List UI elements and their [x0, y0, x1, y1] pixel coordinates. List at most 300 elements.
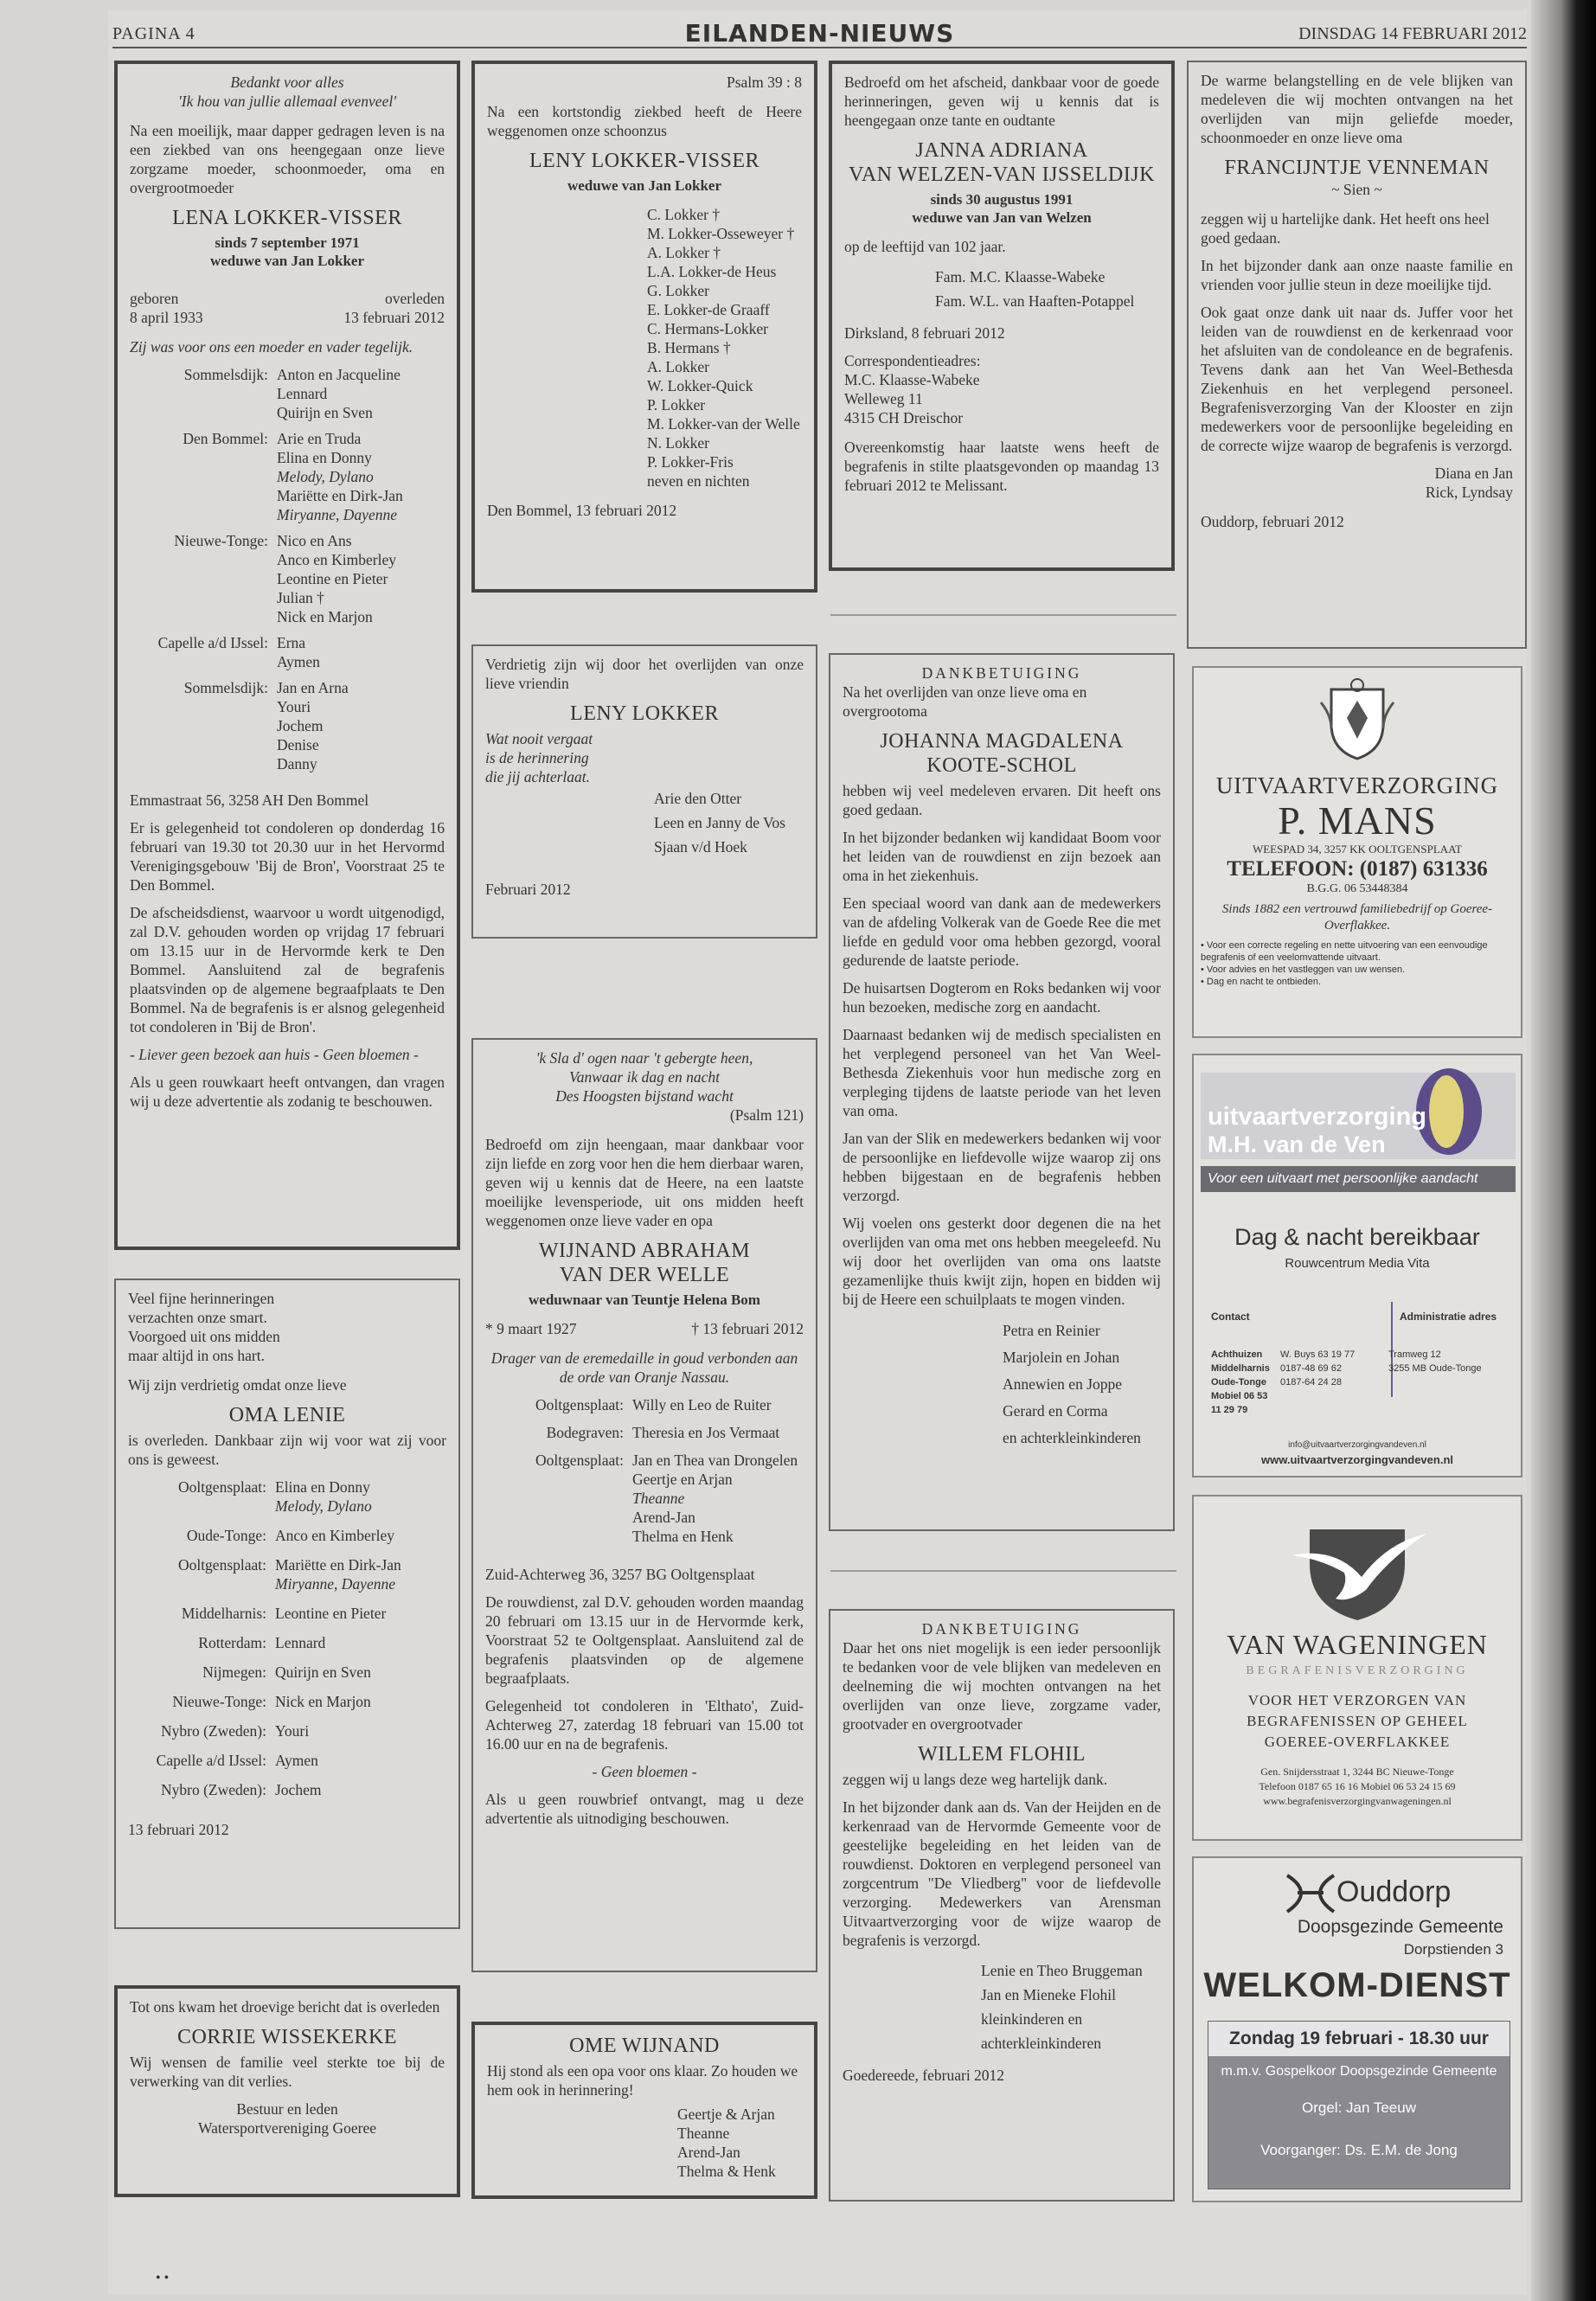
contact-cell: Oude-Tonge	[1211, 1377, 1266, 1388]
contact-row	[1211, 1348, 1514, 1362]
contact-cell: 0187-64 24 28	[1280, 1377, 1342, 1388]
family-place: Ooltgensplaat:	[177, 1478, 266, 1496]
signature: Fam. M.C. Klaasse-Wabeke	[935, 268, 1106, 285]
text-line: N. Lokker	[647, 434, 709, 452]
paragraph: Wij voelen ons gesterkt door degenen die na het overlijden van oma met ons hebben meegeleefd. Nu wij door het overlijden van oma ons laatste gezamenlijke thuis kwijt zijn, hopen en bidden wij bij de Heere een schuilplaats te mogen vinden.	[843, 1215, 1161, 1308]
service-organ: Orgel: Jan Teeuw	[1302, 2099, 1416, 2116]
ad-heading: WELKOM-DIENST	[1203, 1966, 1511, 2004]
ad-subtitle: Doopsgezinde Gemeente	[1297, 1917, 1503, 1937]
family-place: Oude-Tonge:	[186, 1527, 266, 1544]
family-member: Mariëtte en Dirk-Jan	[277, 487, 403, 504]
text-line: achterkleinkinderen	[981, 2035, 1101, 2052]
family-member: Jochem	[277, 717, 324, 734]
family-place: Nieuwe-Tonge:	[174, 532, 268, 549]
ad-name: M.H. van de Ven	[1208, 1131, 1386, 1157]
text-line: Thelma & Henk	[677, 2163, 776, 2180]
contact-label: Contact	[1211, 1311, 1250, 1323]
signatures	[487, 2105, 802, 2181]
ad-mobile: B.G.G. 06 53448384	[1306, 882, 1408, 895]
text-line: Arend-Jan	[677, 2144, 740, 2161]
deceased-name: OME WIJNAND	[569, 2035, 720, 2057]
family-names	[275, 1555, 446, 1593]
text-line: Lenie en Theo Bruggeman	[981, 1962, 1143, 1979]
deceased-name: OMA LENIE	[228, 1404, 346, 1426]
ad-title: VAN WAGENINGEN	[1227, 1629, 1488, 1660]
ad-subheading: Rouwcentrum Media Vita	[1285, 1256, 1430, 1271]
ad-phone: Telefoon 0187 65 16 16 Mobiel 06 53 24 15 69	[1259, 1780, 1456, 1792]
place-date: Dirksland, 8 februari 2012	[844, 324, 1005, 342]
paragraph: zeggen wij u hartelijke dank. Het heeft ons heel goed gedaan.	[1201, 210, 1490, 247]
text-line: Jan en Mieneke Flohil	[981, 1986, 1117, 2003]
family-place: Sommelsdijk:	[183, 366, 268, 383]
obituary-leny-lokker-visser	[471, 61, 817, 593]
family-place: Middelharnis:	[181, 1605, 266, 1622]
family-group	[128, 1633, 446, 1652]
family-names	[275, 1721, 446, 1740]
ad-title: UITVAARTVERZORGING	[1215, 772, 1499, 798]
page-header	[112, 19, 1527, 48]
family-member: Theresia en Jos Vermaat	[632, 1424, 780, 1441]
paragraph: Een speciaal woord van dank aan de medewerkers van de afdeling Volkerak van de Goede Ree die met liefde en geduld voor oma hebben gezorgd, vooral gedurende de laatste periode.	[843, 894, 1161, 969]
text-line: en achterkleinkinderen	[1003, 1429, 1141, 1446]
family-names	[632, 1395, 804, 1414]
family-member: Miryanne, Dayenne	[275, 1575, 395, 1593]
deceased-name: LENA LOKKER-VISSER	[172, 207, 402, 229]
condolence-info: Gelegenheid tot condoleren in 'Elthato', Zuid-Achterweg 27, zaterdag 18 februari van 15.00 tot 16.00 uur en na de begrafenis.	[485, 1697, 804, 1753]
text-line: Correspondentieadres:	[844, 352, 981, 369]
text-line: G. Lokker	[647, 282, 709, 299]
contact-cell	[1388, 1389, 1514, 1417]
family-member: Anton en Jacqueline	[277, 366, 401, 383]
family-member: Quirijn en Sven	[275, 1663, 371, 1681]
family-member: Lennard	[275, 1634, 326, 1651]
contact-cell: W. Buys 63 19 77	[1280, 1349, 1356, 1360]
service-minister: Voorganger: Ds. E.M. de Jong	[1260, 2142, 1458, 2158]
quote: Zij was voor ons een moeder en vader tegelijk.	[130, 338, 413, 356]
text-line: M. Lokker-van der Welle	[647, 415, 800, 433]
page-binding-edge	[1531, 0, 1596, 2301]
closing-note: Als u geen rouwkaart heeft ontvangen, dan vragen wij u deze advertentie als zodanig te beschouwen.	[130, 1074, 445, 1110]
text-line: P. Lokker-Fris	[647, 453, 734, 471]
family-list	[130, 365, 445, 773]
text-line: is de herinnering	[485, 749, 589, 766]
announcement-text: Daar het ons niet mogelijk is een ieder persoonlijk te bedanken voor de vele blijken van medeleven en deelneming die wij mochten ontvangen na het overlijden van onze lieve, zorgzame vader, grootvader en overgrootvader	[843, 1639, 1161, 1733]
family-group	[485, 1395, 804, 1414]
intro-line: Wij zijn verdrietig omdat onze lieve	[128, 1376, 347, 1394]
text-line: Arie den Otter	[654, 790, 742, 807]
family-group	[128, 1751, 446, 1770]
text-line: 4315 CH Dreischor	[844, 409, 964, 426]
deceased-name: VAN DER WELLE	[559, 1264, 730, 1286]
family-group	[128, 1692, 446, 1711]
family-group	[128, 1721, 446, 1740]
family-names	[277, 633, 445, 671]
text-line: E. Lokker-de Graaff	[647, 301, 770, 318]
family-member: Leontine en Pieter	[275, 1605, 387, 1622]
issue-date: DINSDAG 14 FEBRUARI 2012	[1298, 24, 1527, 43]
family-member: Mariëtte en Dirk-Jan	[275, 1556, 401, 1574]
family-place: Bodegraven:	[546, 1424, 624, 1441]
family-list	[487, 205, 802, 490]
family-member: Willy en Leo de Ruiter	[632, 1396, 772, 1413]
ad-uitvaart-van-de-ven	[1192, 1054, 1522, 1477]
obituary-oma-lenie	[114, 1279, 460, 1929]
thanks-willem-flohil	[829, 1609, 1175, 2202]
text-line: Annewien en Joppe	[1003, 1375, 1123, 1393]
text-line: Veel fijne herinneringen	[128, 1290, 275, 1307]
signature: Watersportvereniging Goeree	[197, 2119, 377, 2137]
paragraph: zeggen wij u langs deze weg hartelijk dank.	[843, 1771, 1108, 1788]
deceased-name: VAN WELZEN-VAN IJSSELDIJK	[849, 163, 1155, 186]
place-date: Den Bommel, 13 februari 2012	[487, 502, 677, 519]
text-line: M.C. Klaasse-Wabeke	[844, 371, 980, 388]
family-place: Ooltgensplaat:	[535, 1396, 624, 1413]
text-line: neven en nichten	[647, 472, 750, 490]
psalm-quote	[485, 1048, 804, 1106]
service-date: Zondag 19 februari - 18.30 uur	[1208, 2022, 1509, 2056]
signature: Bestuur en leden	[236, 2100, 338, 2118]
paragraph: Daarnaast bedanken wij de medisch specialisten en het verplegend personeel van het Van Weel-Bethesda Ziekenhuis voor hun medische zorg en verpleging tijdens de laatste periode van het leven van oma.	[843, 1026, 1161, 1119]
paragraph: In het bijzonder dank aan ds. Van der Heijden en de kerkenraad van de Hervormde Gemeente voor de geestelijke begeleiding en het leiden van de rouwdienst. Doktoren en verplegend personeel van zorgcentrum "De Vliedberg" voor de liefdevolle verzorging. Medewerkers van Arensman Uitvaartverzorging voor de wijze waarop de begrafenis is verzorgd.	[843, 1798, 1161, 1949]
announcement-text: Verdrietig zijn wij door het overlijden van onze lieve vriendin	[485, 656, 804, 692]
address: Zuid-Achterweg 36, 3257 BG Ooltgensplaat	[485, 1566, 755, 1583]
paragraph: In het bijzonder dank aan onze naaste familie en vrienden voor jullie steun in deze moeilijke tijd.	[1201, 257, 1513, 293]
family-names	[275, 1477, 446, 1516]
divider	[830, 1570, 1176, 1572]
contact-cell: Middelharnis	[1211, 1363, 1270, 1374]
quote	[485, 729, 804, 786]
footer-dots: • •	[156, 2271, 170, 2285]
text-line: C. Lokker †	[647, 206, 721, 223]
contact-cell: 0187-48 69 62	[1280, 1363, 1342, 1374]
family-names	[277, 365, 445, 422]
text-line: Des Hoogsten bijstand wacht	[555, 1087, 734, 1105]
family-place: Nijmegen:	[202, 1663, 266, 1681]
deceased-name: LENY LOKKER	[570, 702, 719, 725]
family-group	[130, 531, 445, 626]
text-line: VOOR HET VERZORGEN VAN	[1247, 1692, 1467, 1708]
family-member: Aymen	[275, 1752, 318, 1769]
died-date: 13 februari 2012	[343, 309, 445, 326]
family-names	[275, 1692, 446, 1711]
family-names	[277, 678, 445, 773]
family-names	[632, 1423, 804, 1442]
intro-quote: 'Ik hou van jullie allemaal evenveel'	[178, 93, 396, 110]
text-line: • Voor een correcte regeling en nette uitvoering van een eenvoudige begrafenis of een veelomvattende uitvaart.	[1201, 940, 1488, 963]
nickname: ~ Sien ~	[1331, 181, 1382, 198]
text-line: Gerard en Corma	[1003, 1402, 1108, 1420]
text-line: B. Hermans †	[647, 339, 731, 356]
paragraph: In het bijzonder bedanken wij kandidaat Boom voor het leiden van de rouwdienst en zijn bezoek aan oma in het ziekenhuis.	[843, 829, 1161, 884]
contact-cell	[1280, 1389, 1388, 1417]
deceased-name: FRANCIJNTJE VENNEMAN	[1224, 157, 1490, 179]
family-member: Jan en Arna	[277, 679, 349, 696]
divider	[830, 614, 1176, 616]
ad-address: WEESPAD 34, 3257 KK OOLTGENSPLAAT	[1252, 843, 1463, 856]
family-group	[128, 1780, 446, 1799]
signatures	[843, 1317, 1161, 1452]
condolence-info: Er is gelegenheid tot condoleren op donderdag 16 februari van 19.30 tot 20.30 uur in het Hervormd Verenigingsgebouw 'Bij de Bron', Voorstraat 25 te Den Bommel.	[130, 819, 445, 894]
died-label: overleden	[385, 290, 445, 307]
family-names	[277, 429, 445, 524]
signatures	[485, 786, 804, 859]
family-place: Nieuwe-Tonge:	[172, 1693, 266, 1710]
text-line: • Voor advies en het vastleggen van uw wensen.	[1201, 965, 1406, 975]
age: op de leeftijd van 102 jaar.	[844, 238, 1006, 255]
signature: Fam. W.L. van Haaften-Potappel	[935, 292, 1135, 310]
family-names	[275, 1526, 446, 1545]
family-group	[128, 1477, 446, 1516]
family-place: Capelle a/d IJssel:	[157, 634, 268, 651]
family-member: Jan en Thea van Drongelen	[632, 1452, 798, 1469]
family-group	[130, 678, 445, 773]
date: 13 februari 2012	[128, 1821, 229, 1838]
announcement-text: Bedroefd om het afscheid, dankbaar voor de goede herinneringen, geven wij u kennis dat is heengegaan onze tante en oudtante	[844, 74, 1159, 129]
widow-of: weduwe van Jan Lokker	[209, 253, 365, 269]
family-member: Quirijn en Sven	[277, 404, 373, 421]
paragraph: Jan van der Slik en medewerkers bedanken wij voor de persoonlijke en liefdevolle wijze waarop zij ons hebben bijgestaan en de begrafenis hebben verzorgd.	[843, 1130, 1161, 1204]
text-line: verzachten onze smart.	[128, 1309, 267, 1326]
masthead: EILANDEN-NIEUWS	[684, 19, 955, 48]
family-names	[275, 1663, 446, 1682]
ad-address: Dorpstienden 3	[1403, 1941, 1503, 1958]
text-line: P. Lokker	[647, 396, 706, 413]
family-member: Leontine en Pieter	[277, 570, 388, 587]
family-member: Melody, Dylano	[275, 1497, 372, 1515]
family-list	[485, 1395, 804, 1546]
ad-phone: TELEFOON: (0187) 631336	[1227, 857, 1488, 881]
psalm-reference: (Psalm 121)	[729, 1106, 804, 1124]
coat-of-arms-icon	[1314, 676, 1401, 763]
signature: Rick, Lyndsay	[1425, 484, 1513, 501]
intro-line: Bedankt voor alles	[230, 74, 344, 91]
signatures	[843, 1958, 1161, 2055]
obituary-janna-van-welzen	[829, 61, 1175, 571]
text-line: Vanwaar ik dag en nacht	[568, 1068, 720, 1086]
paragraph: De huisartsen Dogterom en Roks bedanken wij voor hun bezoeken, medische zorg en aandacht.	[843, 979, 1161, 1016]
family-group	[128, 1526, 446, 1545]
family-member: Denise	[277, 736, 319, 753]
text-line: A. Lokker †	[647, 244, 721, 261]
deceased-name: JANNA ADRIANA	[915, 139, 1088, 162]
family-place: Rotterdam:	[198, 1634, 266, 1651]
family-member: Nick en Marjon	[275, 1693, 371, 1710]
widow-of: weduwe van Jan Lokker	[567, 177, 722, 194]
poem	[128, 1289, 446, 1365]
text-line: M. Lokker-Osseweyer †	[647, 225, 795, 242]
ad-website: www.begrafenisverzorgingvanwageningen.nl	[1263, 1795, 1452, 1807]
text-line: Sjaan v/d Hoek	[654, 838, 747, 856]
text-line: Theanne	[677, 2125, 730, 2142]
ouddorp-logo-icon	[1280, 1868, 1341, 1917]
family-member: Geertje en Arjan	[632, 1471, 733, 1488]
text-line: • Dag en nacht te ontbieden.	[1201, 977, 1322, 987]
contact-cell: Tramweg 12	[1388, 1349, 1441, 1360]
text-line: W. Lokker-Quick	[647, 377, 753, 394]
deceased-name: CORRIE WISSEKERKE	[176, 2026, 398, 2048]
thanks-koote-schol	[829, 653, 1175, 1531]
contact-rows	[1211, 1348, 1514, 1417]
text-line: A. Lokker	[647, 358, 709, 375]
family-member: Anco en Kimberley	[277, 551, 397, 568]
paragraph: hebben wij veel medeleven ervaren. Dit heeft ons goed gedaan.	[843, 782, 1161, 818]
service-info: De rouwdienst, zal D.V. gehouden worden maandag 20 februari om 13.15 uur in de Hervormde kerk, Voorstraat 52 te Ooltgensplaat. Aansluitend zal de begrafenis plaatsvinden op de algemene begraafplaats.	[485, 1593, 804, 1687]
family-group	[130, 365, 445, 422]
ad-subtitle: BEGRAFENISVERZORGING	[1246, 1664, 1469, 1677]
text-line: Petra en Reinier	[1003, 1322, 1100, 1339]
ad-address: Gen. Snijdersstraat 1, 3244 BC Nieuwe-Tonge	[1260, 1766, 1454, 1778]
contact-row	[1211, 1389, 1514, 1417]
contact-cell: Achthuizen	[1211, 1349, 1263, 1360]
family-group	[485, 1423, 804, 1442]
announcement-text: De warme belangstelling en de vele blijken van medeleven die wij mochten ontvangen na het overlijden van mijn geliefde moeder, schoonmoeder en onze lieve oma	[1201, 72, 1513, 146]
family-member: Elina en Donny	[277, 449, 372, 466]
family-names	[275, 1780, 446, 1799]
text-line: BEGRAFENISSEN OP GEHEEL	[1247, 1713, 1468, 1729]
family-member: Aymen	[277, 653, 320, 670]
ad-title: uitvaartverzorging	[1208, 1103, 1426, 1131]
family-names	[275, 1751, 446, 1770]
obituary-ome-wijnand	[471, 2022, 817, 2199]
ad-uitvaart-p-mans	[1192, 666, 1522, 1038]
family-group	[130, 429, 445, 524]
born-date: 8 april 1933	[130, 309, 203, 326]
contact-row	[1211, 1375, 1514, 1389]
psalm-reference: Psalm 39 : 8	[726, 74, 802, 91]
address: Emmastraat 56, 3258 AH Den Bommel	[130, 792, 369, 809]
service-choir: m.m.v. Gospelkoor Doopsgezinde Gemeente	[1221, 2064, 1497, 2079]
text-line: Geertje & Arjan	[677, 2106, 775, 2123]
text-line: C. Hermans-Lokker	[647, 320, 768, 337]
family-names	[275, 1633, 446, 1652]
ad-slogan: Sinds 1882 een vertrouwd familiebedrijf op Goeree-Overflakkee.	[1221, 902, 1493, 933]
contact-cell: Mobiel 06 53 11 29 79	[1211, 1391, 1268, 1415]
family-member: Nick en Marjon	[277, 608, 373, 625]
date: Februari 2012	[485, 881, 571, 898]
section-title: DANKBETUIGING	[921, 664, 1082, 682]
bird-logo-icon	[1284, 1512, 1431, 1625]
place-date: Ouddorp, februari 2012	[1201, 513, 1344, 530]
family-member: Danny	[277, 755, 317, 772]
text-line: L.A. Lokker-de Heus	[647, 263, 777, 280]
family-group	[130, 633, 445, 671]
announcement-text: is overleden. Dankbaar zijn wij voor wat zij voor ons is geweest.	[128, 1432, 446, 1468]
deceased-name: KOOTE-SCHOL	[926, 754, 1077, 777]
widow-since: sinds 30 augustus 1991	[930, 191, 1074, 208]
announcement-text: Na een kortstondig ziekbed heeft de Heere weggenomen onze schoonzus	[487, 103, 802, 139]
obituary-leny-lokker	[471, 644, 817, 939]
ad-name: P. MANS	[1278, 798, 1437, 843]
deceased-name: JOHANNA MAGDALENA	[880, 730, 1124, 753]
born-label: geboren	[130, 290, 179, 307]
family-member: Miryanne, Dayenne	[277, 506, 397, 523]
signature: Diana en Jan	[1434, 465, 1513, 482]
family-place: Den Bommel:	[183, 430, 268, 447]
text-line: Voorgoed uit ons midden	[128, 1328, 280, 1345]
family-names	[275, 1604, 446, 1623]
announcement-text: Bedroefd om zijn heengaan, maar dankbaar voor zijn liefde en zorg voor hen die hem dierbaar waren, geven wij u kennis dat de Heere, na een laatste moeilijke levensperiode, uit ons midden heeft weggenomen onze lieve vader en opa	[485, 1136, 804, 1229]
service-panel	[1208, 2021, 1510, 2189]
family-names	[277, 531, 445, 626]
text-line: Marjolein en Johan	[1003, 1349, 1120, 1366]
intro-line: Tot ons kwam het droevige bericht dat is overleden	[130, 1998, 440, 2016]
family-list	[128, 1477, 446, 1799]
contact-row	[1211, 1362, 1514, 1375]
family-place: Capelle a/d IJssel:	[156, 1752, 266, 1769]
closing-note: Als u geen rouwbrief ontvangt, mag u deze advertentie als uitnodiging beschouwen.	[485, 1791, 804, 1827]
text-line: maar altijd in ons hart.	[128, 1347, 265, 1364]
family-member: Theanne	[632, 1490, 685, 1507]
ad-bullets	[1201, 939, 1514, 988]
family-names	[632, 1451, 804, 1546]
ad-welkom-dienst	[1192, 1856, 1522, 2202]
family-group	[128, 1604, 446, 1623]
deceased-name: LENY LOKKER-VISSER	[529, 150, 760, 172]
deceased-name: WILLEM FLOHIL	[918, 1743, 1086, 1766]
paragraph: Ook gaat onze dank uit naar ds. Juffer voor het leiden van de rouwdienst en de kerkenraad voor het afsluiten van de condoleance en de begrafenis. Tevens dank aan het Van Weel-Bethesda Ziekenhuis en het verplegend personeel. Begrafenisverzorging Van der Klooster en zijn medewerkers voor de persoonlijke begeleiding en de correcte wijze waarop de begrafenis is verzorgd.	[1201, 304, 1513, 454]
ad-website: www.uitvaartverzorgingvandeven.nl	[1260, 1453, 1453, 1466]
contact-cell: 3255 MB Oude-Tonge	[1388, 1363, 1482, 1374]
born-date: * 9 maart 1927	[485, 1320, 577, 1337]
family-member: Youri	[277, 698, 311, 715]
family-member: Lennard	[277, 385, 328, 402]
family-member: Melody, Dylano	[277, 468, 374, 485]
text-line: Leen en Janny de Vos	[654, 814, 785, 831]
family-place: Ooltgensplaat:	[177, 1556, 266, 1574]
no-visit-note: - Liever geen bezoek aan huis - Geen bloemen -	[130, 1046, 419, 1063]
family-group	[128, 1663, 446, 1682]
obituary-corrie-wissekerke	[114, 1985, 460, 2197]
widow-of: weduwe van Jan van Welzen	[912, 209, 1092, 226]
family-member: Erna	[277, 634, 306, 651]
family-member: Youri	[275, 1722, 310, 1740]
service-info: De afscheidsdienst, waarvoor u wordt uitgenodigd, zal D.V. gehouden worden op vrijdag 17 februari om 13.15 uur in de Hervormde kerk te Den Bommel. Aansluitend zal de begrafenis plaatsvinden op de algemene begraafplaats te Den Bommel. Na de begrafenis is er alsnog gelegenheid tot condoleren in 'Bij de Bron'.	[130, 904, 445, 1035]
closing-note: Overeenkomstig haar laatste wens heeft de begrafenis in stilte plaatsgevonden op maandag 13 februari 2012 te Melissant.	[844, 439, 1159, 494]
family-member: Elina en Donny	[275, 1478, 370, 1496]
family-group	[485, 1451, 804, 1546]
family-group	[128, 1555, 446, 1593]
deceased-name: WIJNAND ABRAHAM	[538, 1240, 751, 1262]
family-member: Thelma en Henk	[632, 1528, 734, 1545]
ad-title: Ouddorp	[1336, 1875, 1452, 1908]
announcement-text: Wij wensen de familie veel sterkte toe bij de verwerking van dit verlies.	[130, 2054, 445, 2090]
announcement-text: Hij stond als een opa voor ons klaar. Zo houden we hem ook in herinnering!	[487, 2062, 798, 2099]
correspondence-address	[844, 351, 1159, 427]
admin-label: Administratie adres	[1400, 1311, 1497, 1323]
ad-description	[1194, 1690, 1521, 1753]
died-date: † 13 februari 2012	[691, 1320, 804, 1337]
thanks-francijntje-venneman	[1187, 61, 1527, 649]
family-member: Arie en Truda	[277, 430, 362, 447]
ad-email: info@uitvaartverzorgingvandeven.nl	[1288, 1440, 1426, 1450]
text-line: Wat nooit vergaat	[485, 730, 593, 747]
family-member: Julian †	[277, 589, 324, 606]
announcement-text: Na het overlijden van onze lieve oma en overgrootoma	[843, 683, 1087, 720]
announcement-text: Na een moeilijk, maar dapper gedragen leven is na een ziekbed van ons heengegaan onze lieve zorgzame moeder, schoonmoeder, oma en overgrootmoeder	[130, 122, 445, 196]
family-place: Ooltgensplaat:	[535, 1452, 624, 1469]
obituary-lena-lokker-visser	[114, 61, 460, 1250]
text-line: kleinkinderen en	[981, 2010, 1083, 2028]
place-date: Goedereede, februari 2012	[843, 2067, 1005, 2084]
text-line: Welleweg 11	[844, 390, 923, 407]
family-place: Sommelsdijk:	[183, 679, 268, 696]
text-line: die jij achterlaat.	[485, 768, 591, 785]
family-member: Anco en Kimberley	[275, 1527, 395, 1544]
text-line: 'k Sla d' ogen naar 't gebergte heen,	[535, 1049, 753, 1067]
widower-of: weduwnaar van Teuntje Helena Bom	[529, 1292, 760, 1308]
no-flowers-note: - Geen bloemen -	[592, 1763, 697, 1780]
ad-heading: Dag & nacht bereikbaar	[1234, 1224, 1480, 1250]
